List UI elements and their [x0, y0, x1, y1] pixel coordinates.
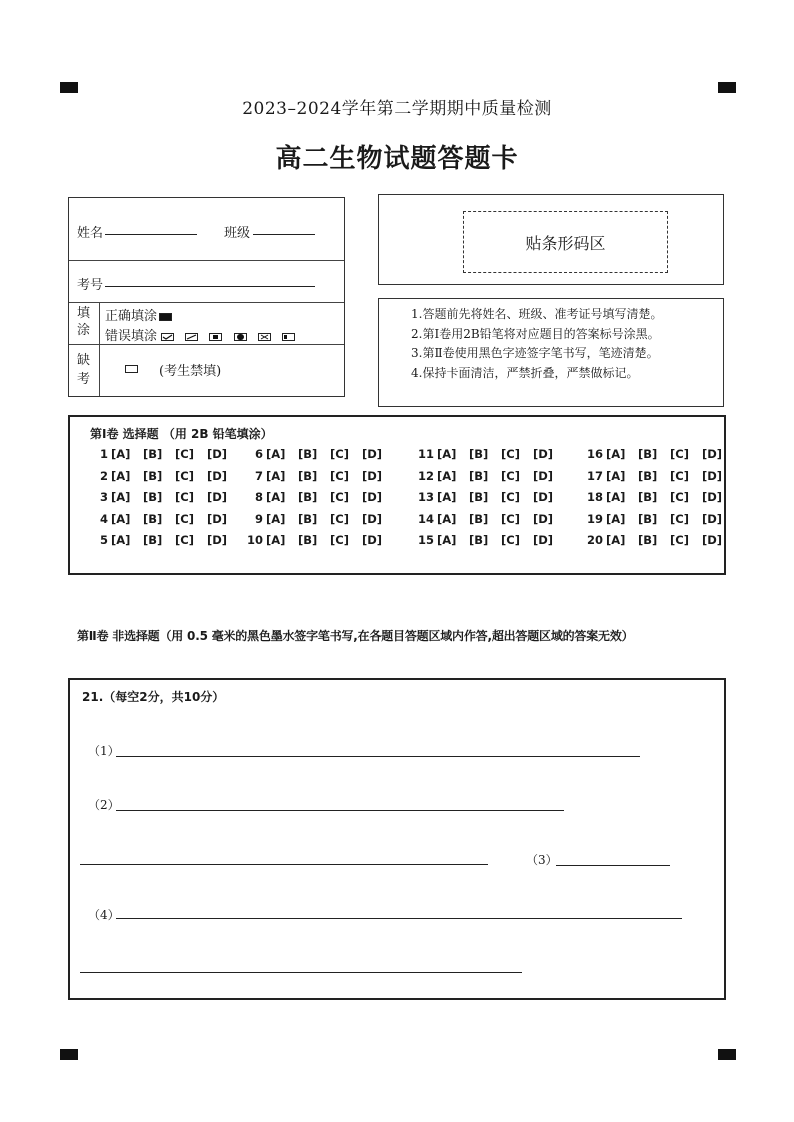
option-bubble[interactable]: [A] — [266, 468, 286, 483]
correct-fill-example: 正确填涂 — [105, 305, 179, 324]
question-number: 6 — [254, 447, 263, 461]
option-bubble[interactable]: [B] — [638, 511, 658, 526]
option-bubble[interactable]: [C] — [670, 490, 689, 504]
part-1-label: （1） — [88, 744, 120, 758]
barcode-sticker-zone[interactable]: 贴条形码区 — [463, 211, 668, 273]
option-bubble[interactable]: [D] — [702, 511, 723, 526]
option-bubble[interactable]: [D] — [533, 490, 554, 504]
wrong-fill-example: 错误填涂 — [105, 325, 302, 344]
instruction-item: 2.第Ⅰ卷用2B铅笔将对应题目的答案标号涂黑。 — [411, 326, 660, 341]
option-bubble[interactable]: [B] — [298, 533, 318, 547]
question-20 — [581, 533, 734, 547]
question-21-answer-area — [68, 678, 726, 1000]
question-number: 5 — [99, 533, 108, 547]
option-bubble[interactable]: [C] — [175, 468, 194, 483]
option-bubble[interactable]: [C] — [175, 511, 194, 526]
option-bubble[interactable]: [B] — [298, 447, 318, 461]
option-bubble[interactable]: [C] — [501, 468, 520, 483]
option-bubble[interactable]: [A] — [266, 511, 286, 526]
option-bubble[interactable]: [D] — [533, 468, 554, 483]
option-bubble[interactable]: [D] — [702, 447, 723, 461]
question-18 — [581, 490, 734, 504]
cross-mark-icon — [258, 333, 271, 341]
option-bubble[interactable]: [D] — [362, 447, 383, 461]
half-fill-icon — [209, 333, 222, 341]
question-17 — [581, 469, 734, 483]
instructions-box — [378, 298, 724, 407]
part-2-label: （2） — [88, 798, 120, 812]
timing-mark-bottom-left — [60, 1049, 78, 1060]
option-bubble[interactable]: [A] — [111, 533, 131, 547]
instruction-item: 1.答题前先将姓名、班级、准考证号填写清楚。 — [411, 307, 663, 321]
option-bubble[interactable]: [A] — [111, 490, 131, 504]
exam-subtitle: 2023–2024学年第二学期期中质量检测 — [242, 99, 552, 119]
question-11 — [412, 447, 565, 461]
class-label: 班级 — [224, 226, 251, 241]
option-bubble[interactable]: [C] — [330, 468, 349, 483]
option-bubble[interactable]: [A] — [606, 490, 626, 504]
question-number: 16 — [586, 447, 603, 461]
section2-title: 第Ⅱ卷 非选择题（用 0.5 毫米的黑色墨水签字笔书写,在各题目答题区域内作答,超出答题区域的答案无效） — [77, 629, 634, 643]
barcode-area — [378, 194, 724, 285]
question-number: 1 — [99, 447, 108, 461]
part-3-label: （3） — [526, 853, 558, 867]
question-number: 18 — [586, 490, 603, 504]
option-bubble[interactable]: [A] — [437, 468, 457, 483]
option-bubble[interactable]: [B] — [638, 490, 658, 504]
option-bubble[interactable]: [A] — [606, 533, 626, 547]
option-bubble[interactable]: [C] — [175, 490, 194, 504]
option-bubble[interactable]: [C] — [330, 490, 349, 504]
section1-title: 第Ⅰ卷 选择题 （用 2B 铅笔填涂） — [90, 427, 273, 441]
option-bubble[interactable]: [C] — [501, 447, 520, 461]
option-bubble[interactable]: [B] — [469, 533, 489, 547]
question-14 — [412, 512, 565, 526]
name-label: 姓名 — [77, 226, 104, 241]
option-bubble[interactable]: [D] — [533, 511, 554, 526]
multiple-choice-section — [68, 415, 726, 575]
option-bubble[interactable]: [D] — [702, 468, 723, 483]
option-bubble[interactable]: [A] — [437, 490, 457, 504]
option-bubble[interactable]: [C] — [670, 533, 689, 547]
question-12 — [412, 469, 565, 483]
class-field[interactable] — [253, 234, 315, 235]
option-bubble[interactable]: [B] — [298, 468, 318, 483]
option-bubble[interactable]: [D] — [207, 490, 228, 504]
option-bubble[interactable]: [A] — [266, 533, 286, 547]
partial-fill-icon — [282, 333, 295, 341]
question-number: 10 — [246, 533, 263, 547]
option-bubble[interactable]: [C] — [175, 533, 194, 547]
slash-mark-icon — [185, 333, 198, 341]
absent-checkbox[interactable] — [125, 365, 138, 373]
question-8 — [241, 490, 394, 504]
fill-label: 填 涂 — [77, 306, 91, 338]
option-bubble[interactable]: [C] — [670, 468, 689, 483]
option-bubble[interactable]: [C] — [501, 511, 520, 526]
student-info-box — [68, 197, 345, 397]
option-bubble[interactable]: [A] — [437, 533, 457, 547]
question-9 — [241, 512, 394, 526]
question-number: 2 — [99, 468, 108, 483]
option-bubble[interactable]: [D] — [207, 468, 228, 483]
name-class-row — [69, 198, 344, 261]
option-bubble[interactable]: [C] — [330, 447, 349, 461]
absent-note: (考生禁填) — [159, 364, 222, 379]
option-bubble[interactable]: [A] — [111, 468, 131, 483]
question-number: 11 — [417, 447, 434, 461]
option-bubble[interactable]: [B] — [143, 447, 163, 461]
timing-mark-bottom-right — [718, 1049, 736, 1060]
question-number: 13 — [417, 490, 434, 504]
question-19 — [581, 512, 734, 526]
page-title: 高二生物试题答题卡 — [275, 144, 519, 174]
option-bubble[interactable]: [A] — [606, 468, 626, 483]
question-2 — [86, 469, 239, 483]
option-bubble[interactable]: [A] — [266, 490, 286, 504]
option-bubble[interactable]: [D] — [702, 490, 723, 504]
option-bubble[interactable]: [D] — [362, 490, 383, 504]
question-number: 19 — [586, 511, 603, 526]
option-bubble[interactable]: [C] — [175, 447, 194, 461]
option-bubble[interactable]: [D] — [702, 533, 723, 547]
instruction-item: 3.第Ⅱ卷使用黑色字迹签字笔书写，笔迹清楚。 — [411, 346, 659, 360]
option-bubble[interactable]: [A] — [437, 511, 457, 526]
option-bubble[interactable]: [B] — [143, 490, 163, 504]
question-1 — [86, 447, 239, 461]
option-bubble[interactable]: [B] — [469, 468, 489, 483]
exam-no-row — [69, 260, 344, 303]
part-2-answer-line[interactable] — [116, 810, 564, 811]
fill-example-row — [69, 302, 344, 345]
part-4-answer-line-continued[interactable] — [80, 972, 522, 973]
option-bubble[interactable]: [C] — [501, 533, 520, 547]
part-1-answer-line[interactable] — [116, 756, 640, 757]
filled-mark-icon — [159, 313, 172, 321]
part-4-answer-line[interactable] — [116, 918, 682, 919]
question-3 — [86, 490, 239, 504]
option-bubble[interactable]: [A] — [111, 447, 131, 461]
option-bubble[interactable]: [A] — [437, 447, 457, 461]
question-number: 4 — [99, 511, 108, 526]
question-6 — [241, 447, 394, 461]
part-3-answer-line[interactable] — [556, 865, 670, 866]
option-bubble[interactable]: [C] — [330, 533, 349, 547]
option-bubble[interactable]: [C] — [330, 511, 349, 526]
option-bubble[interactable]: [A] — [111, 511, 131, 526]
question-5 — [86, 533, 239, 547]
option-bubble[interactable]: [D] — [207, 511, 228, 526]
option-bubble[interactable]: [D] — [533, 533, 554, 547]
option-bubble[interactable]: [B] — [298, 511, 318, 526]
check-mark-icon — [161, 333, 174, 341]
option-bubble[interactable]: [B] — [638, 447, 658, 461]
option-bubble[interactable]: [C] — [670, 511, 689, 526]
part-2-answer-line-continued[interactable] — [80, 864, 488, 865]
option-bubble[interactable]: [B] — [638, 468, 658, 483]
question-number: 3 — [99, 490, 108, 504]
question-13 — [412, 490, 565, 504]
question-7 — [241, 469, 394, 483]
option-bubble[interactable]: [D] — [362, 511, 383, 526]
question-10 — [241, 533, 394, 547]
question-number: 8 — [254, 490, 263, 504]
part-4-label: （4） — [88, 908, 120, 922]
question-number: 17 — [586, 468, 603, 483]
question-number: 7 — [254, 468, 263, 483]
option-bubble[interactable]: [D] — [362, 533, 383, 547]
option-bubble[interactable]: [B] — [469, 447, 489, 461]
option-bubble[interactable]: [B] — [638, 533, 658, 547]
option-bubble[interactable]: [D] — [207, 447, 228, 461]
timing-mark-top-left — [60, 82, 78, 93]
question-number: 20 — [586, 533, 603, 547]
absent-row — [69, 344, 344, 396]
question-21-heading: 21.（每空2分，共10分） — [82, 690, 225, 704]
option-bubble[interactable]: [B] — [298, 490, 318, 504]
question-number: 14 — [417, 511, 434, 526]
absent-label: 缺 考 — [77, 353, 91, 387]
name-field[interactable] — [105, 234, 197, 235]
option-bubble[interactable]: [B] — [143, 533, 163, 547]
question-15 — [412, 533, 565, 547]
question-number: 9 — [254, 511, 263, 526]
timing-mark-top-right — [718, 82, 736, 93]
option-bubble[interactable]: [A] — [606, 447, 626, 461]
dot-mark-icon — [234, 333, 247, 341]
option-bubble[interactable]: [D] — [207, 533, 228, 547]
option-bubble[interactable]: [B] — [469, 511, 489, 526]
option-bubble[interactable]: [A] — [606, 511, 626, 526]
option-bubble[interactable]: [C] — [670, 447, 689, 461]
option-bubble[interactable]: [B] — [143, 511, 163, 526]
question-16 — [581, 447, 734, 461]
option-bubble[interactable]: [D] — [533, 447, 554, 461]
option-bubble[interactable]: [C] — [501, 490, 520, 504]
instruction-item: 4.保持卡面清洁，严禁折叠，严禁做标记。 — [411, 365, 639, 380]
question-4 — [86, 512, 239, 526]
question-number: 15 — [417, 533, 434, 547]
exam-no-field[interactable] — [105, 286, 315, 287]
option-bubble[interactable]: [D] — [362, 468, 383, 483]
option-bubble[interactable]: [B] — [469, 490, 489, 504]
exam-no-label: 考号 — [77, 278, 104, 293]
option-bubble[interactable]: [B] — [143, 468, 163, 483]
question-number: 12 — [417, 468, 434, 483]
option-bubble[interactable]: [A] — [266, 447, 286, 461]
